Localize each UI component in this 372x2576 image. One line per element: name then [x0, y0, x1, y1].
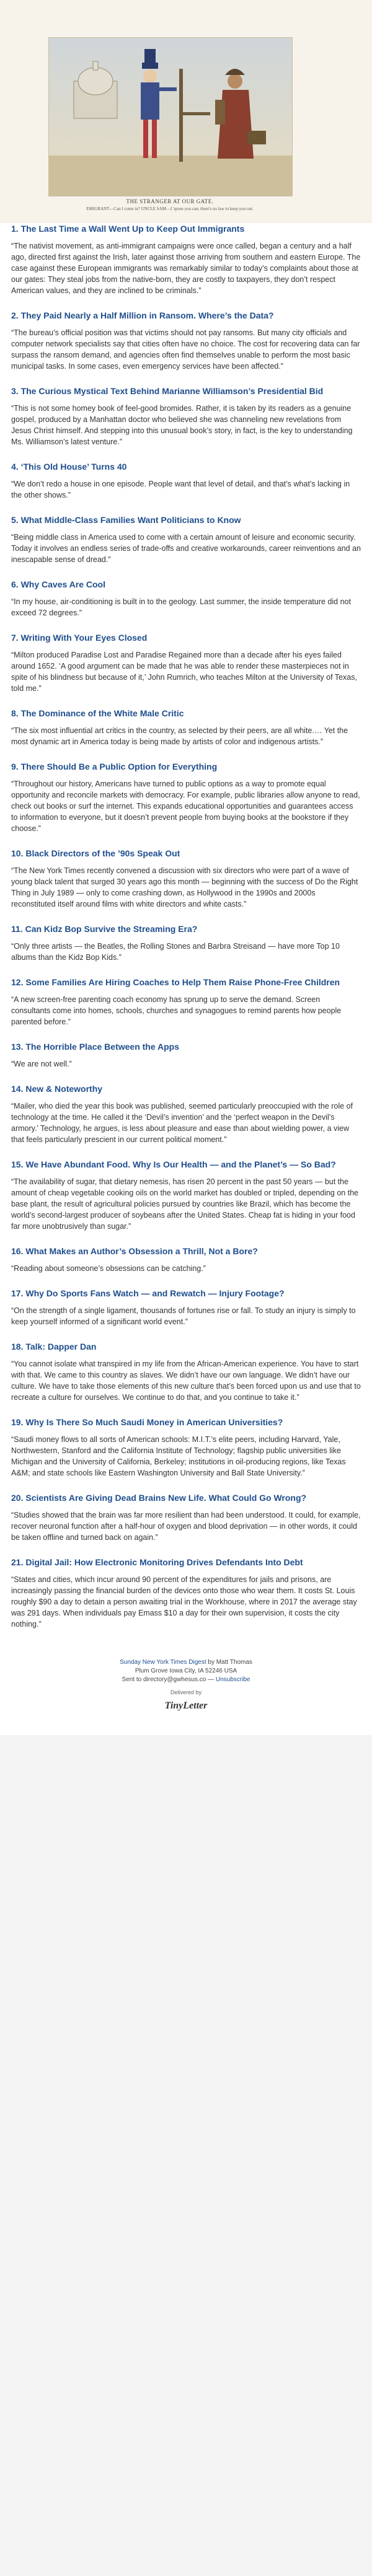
item-quote: “You cannot isolate what transpired in my life from the African-American experience. You have to start with that. We came to this country as slaves. We didn’t have our own language. We didn’t have our culture. We have to take those elements of this new culture that’s been forced upon us and use that to recreate a culture for ourselves. We continue to do that, and you continue to take it.” — [11, 1360, 361, 1402]
item-title-link[interactable]: Digital Jail: How Electronic Monitoring Drives Defendants Into Debt — [25, 1557, 303, 1567]
item-quote: “Throughout our history, Americans have turned to public options as a way to promote equal opportunity and reconcile markets with democracy. For example, public libraries allow anyone to read, check out books or surf the internet. This expands educational opportunities and guarantees access to information to everyone, but it doesn’t prevent people from buying books at the bookstore if they choose.” — [11, 780, 360, 833]
digest-item — [11, 977, 361, 1027]
item-heading — [11, 310, 361, 321]
item-heading — [11, 1417, 361, 1428]
item-title-link[interactable]: We Have Abundant Food. Why Is Our Health — and the Planet’s — So Bad? — [25, 1159, 336, 1169]
cartoon-art — [49, 38, 292, 196]
item-quote: “The nativist movement, as anti-immigrant campaigns were once called, began a century and a half ago, directed first against the Irish, later against those arriving from southern and eastern Europe. The case against these European immigrants was remarkably similar to today’s complaints about those at our gates: They steal jobs from the native-born, they are costly to taxpayers, they don’t respect American values, and they are inclined to be criminals.” — [11, 242, 361, 295]
tinyletter-logo[interactable]: TinyLetter — [164, 1700, 208, 1711]
item-quote: “The New York Times recently convened a discussion with six directors who were part of a wave of young black talent that surged 30 years ago this month — beginning with the success of Do the Right Thing in July 1989 — only to come crashing down, as Hollywood in the 1990s and 2000s reconstituted itself around films with white directors and white casts.” — [11, 866, 358, 908]
digest-item — [11, 514, 361, 565]
item-quote: “We don’t redo a house in one episode. People want that level of detail, and that’s what’s lacking in the other shows.” — [11, 480, 350, 499]
item-quote: “States and cities, which incur around 90 percent of the expenditures for jails and prisons, are increasingly passing the financial burden of the devices onto those who wear them. It costs St. Louis roughly $90 a day to detain a person awaiting trial in the Workhouse, where in 2017 the average stay was 291 days. When individuals pay Emass $10 a day for their own supervision, it costs the city nothing.” — [11, 1575, 357, 1629]
delivered-by-label: Delivered by — [170, 1689, 202, 1695]
item-quote: “Only three artists — the Beatles, the Rolling Stones and Barbra Streisand — have more Top 10 albums than the Kidz Bop Kids.” — [11, 942, 340, 962]
item-heading — [11, 1041, 361, 1052]
author-credit: by Matt Thomas — [206, 1659, 252, 1666]
item-title-link[interactable]: The Curious Mystical Text Behind Marianne Williamson’s Presidential Bid — [20, 386, 324, 396]
digest-item — [11, 1492, 361, 1543]
digest-item — [11, 461, 361, 501]
item-quote: “A new screen-free parenting coach economy has sprung up to serve the demand. Screen consultants come into homes, schools, churches and synagogues to remind parents how people parented before.” — [11, 995, 342, 1026]
item-title-link[interactable]: Scientists Are Giving Dead Brains New Life. What Could Go Wrong? — [25, 1493, 307, 1503]
item-number: 16. — [11, 1246, 24, 1256]
item-title-link[interactable]: They Paid Nearly a Half Million in Ransom. Where’s the Data? — [20, 310, 274, 320]
item-quote: “Studies showed that the brain was far more resilient than had been understood. It could, for example, recover neuronal function after a half-hour of oxygen and blood deprivation — in other words, it could be taken offline and turned back on again.” — [11, 1511, 361, 1542]
item-quote: “Saudi money flows to all sorts of American schools: M.I.T.’s elite peers, including Harvard, Yale, Northwestern, Stanford and the California Institute of Technology; flagship public universities like Michigan and the University of California, Berkeley; institutions in oil-producing regions, like Texas A&M; and state schools like Eastern Washington University and Ball State University.” — [11, 1435, 346, 1477]
item-quote: “The six most influential art critics in the country, as selected by their peers, are all white.… Yet the most dynamic art in America today is being made by artists of color and indigenous artists.” — [11, 726, 348, 746]
item-number: 3. — [11, 386, 19, 396]
item-heading — [11, 1246, 361, 1257]
item-number: 4. — [11, 462, 19, 472]
item-quote: “On the strength of a single ligament, thousands of fortunes rise or fall. To study an injury is simply to keep yourself informed of a significant world event.” — [11, 1306, 356, 1326]
digest-item — [11, 223, 361, 296]
digest-item — [11, 1159, 361, 1232]
item-heading — [11, 461, 361, 472]
item-heading — [11, 632, 361, 643]
digest-item — [11, 848, 361, 910]
item-number: 15. — [11, 1159, 24, 1169]
item-title-link[interactable]: New & Noteworthy — [25, 1084, 103, 1094]
item-number: 13. — [11, 1042, 24, 1052]
item-heading — [11, 385, 361, 397]
item-number: 8. — [11, 708, 19, 718]
digest-item — [11, 1288, 361, 1327]
item-title-link[interactable]: There Should Be a Public Option for Everything — [20, 762, 218, 771]
item-number: 5. — [11, 515, 19, 525]
item-quote: “Reading about someone’s obsessions can be catching.” — [11, 1264, 206, 1273]
hero-illustration — [0, 0, 372, 223]
item-number: 6. — [11, 579, 19, 589]
email-footer — [0, 1643, 372, 1735]
cartoon-subcaption: EMIGRANT—Can I come in? UNCLE SAM—I 'spose you can; there's no law to keep you out. — [86, 206, 254, 211]
digest-list — [0, 223, 372, 1630]
digest-link[interactable]: Sunday New York Times Digest — [120, 1659, 206, 1666]
item-quote: “We are not well.” — [11, 1060, 72, 1068]
item-title-link[interactable]: Some Families Are Hiring Coaches to Help Them Raise Phone-Free Children — [25, 977, 340, 987]
item-heading — [11, 1557, 361, 1568]
item-number: 14. — [11, 1084, 24, 1094]
item-title-link[interactable]: The Dominance of the White Male Critic — [20, 708, 184, 718]
item-title-link[interactable]: Why Caves Are Cool — [20, 579, 105, 589]
item-heading — [11, 977, 361, 988]
item-heading — [11, 923, 361, 934]
digest-item — [11, 1557, 361, 1630]
item-heading — [11, 761, 361, 772]
item-title-link[interactable]: Why Is There So Much Saudi Money in American Universities? — [25, 1417, 283, 1427]
item-title-link[interactable]: What Makes an Author’s Obsession a Thrill, Not a Bore? — [25, 1246, 258, 1256]
digest-item — [11, 708, 361, 747]
item-heading — [11, 1159, 361, 1170]
item-heading — [11, 1288, 361, 1299]
item-title-link[interactable]: Why Do Sports Fans Watch — and Rewatch — Injury Footage? — [25, 1288, 285, 1298]
digest-item — [11, 310, 361, 372]
sent-to-text: Sent to directory@gwhesus.co — — [122, 1676, 216, 1683]
item-number: 9. — [11, 762, 19, 771]
cartoon-caption: THE STRANGER AT OUR GATE. — [126, 198, 214, 204]
item-heading — [11, 223, 361, 234]
unsubscribe-link[interactable]: Unsubscribe — [215, 1676, 250, 1683]
item-quote: “This is not some homey book of feel-good bromides. Rather, it is taken by its readers as a genuine gospel, produced by a Manhattan doctor who believed she was channeling new revelations from Jesus Christ himself. And stepping into this unusual book’s story, in fact, is the key to understanding Ms. Williamson’s latest venture.” — [11, 404, 353, 446]
item-number: 1. — [11, 224, 19, 234]
item-number: 19. — [11, 1417, 24, 1427]
item-quote: “The availability of sugar, that dietary nemesis, has risen 20 percent in the past 50 years — but the amount of cheap vegetable cooking oils on the world market has doubled or tripled, depending on the base plant, the result of agricultural policies pursued by countries like Brazil, which has become the world’s second-largest producer of soybeans after the United States. Cheap fat is hiding in your food far more unobtrusively than sugar.” — [11, 1177, 359, 1231]
item-heading — [11, 708, 361, 719]
item-number: 12. — [11, 977, 24, 987]
digest-item — [11, 579, 361, 618]
digest-item — [11, 761, 361, 834]
item-quote: “In my house, air-conditioning is built in to the geology. Last summer, the inside temperature did not exceed 72 degrees.” — [11, 597, 351, 617]
digest-item — [11, 632, 361, 694]
digest-item — [11, 1417, 361, 1479]
cartoon-image — [48, 37, 293, 196]
item-quote: “The bureau’s official position was that victims should not pay ransoms. But many city officials and computer network specialists say that cities often have no choice. The cost for recovering data can far surpass the ransom demand, and agencies often find themselves unable to perform the most basic municipal tasks. In some cases, even emergency services have been affected.” — [11, 328, 360, 371]
item-title-link[interactable]: What Middle-Class Families Want Politicians to Know — [20, 515, 241, 525]
item-heading — [11, 579, 361, 590]
digest-item — [11, 1083, 361, 1145]
mailing-address: Plum Grove Iowa City, IA 52246 USA — [135, 1668, 237, 1674]
digest-item — [11, 1246, 361, 1274]
item-title-link[interactable]: ‘This Old House’ Turns 40 — [20, 462, 127, 472]
item-quote: “Being middle class in America used to come with a certain amount of leisure and economic security. Today it involves an endless series of trade-offs and creative workarounds, career reinventions and an inescapable sense of dread.” — [11, 533, 361, 564]
digest-item — [11, 1341, 361, 1403]
item-number: 18. — [11, 1342, 24, 1352]
item-title-link[interactable]: Can Kidz Bop Survive the Streaming Era? — [25, 924, 198, 934]
digest-item — [11, 923, 361, 963]
item-number: 11. — [11, 924, 23, 934]
item-heading — [11, 1341, 361, 1352]
item-number: 10. — [11, 848, 24, 858]
item-heading — [11, 514, 361, 525]
item-quote: “Milton produced Paradise Lost and Paradise Regained more than a decade after his eyes failed around 1652. ‘A good argument can be made that he was able to render these masterpieces not in spite of his blindness but because of it,’ John Rumrich, who teaches Milton at the University of Texas, told me.” — [11, 651, 357, 693]
item-heading — [11, 1083, 361, 1094]
digest-item — [11, 385, 361, 447]
item-number: 20. — [11, 1493, 24, 1503]
item-heading — [11, 1492, 361, 1503]
item-number: 17. — [11, 1288, 24, 1298]
item-heading — [11, 848, 361, 859]
item-title-link[interactable]: Writing With Your Eyes Closed — [20, 633, 148, 643]
item-title-link[interactable]: Talk: Dapper Dan — [25, 1342, 97, 1352]
item-title-link[interactable]: Black Directors of the ’90s Speak Out — [25, 848, 180, 858]
digest-item — [11, 1041, 361, 1070]
item-quote: “Mailer, who died the year this book was published, seemed particularly preoccupied with the role of technology at the time. He called it the ‘Devil’s invention’ and the ‘perfect weapon in the Devil’s armory.’ Technology, he argues, is less about pleasure and ease than about wielding power, a view that feels particularly prescient in our current political moment.” — [11, 1102, 353, 1144]
item-number: 21. — [11, 1557, 24, 1567]
item-number: 2. — [11, 310, 19, 320]
item-number: 7. — [11, 633, 19, 643]
item-title-link[interactable]: The Last Time a Wall Went Up to Keep Out Immigrants — [20, 224, 245, 234]
item-title-link[interactable]: The Horrible Place Between the Apps — [25, 1042, 180, 1052]
